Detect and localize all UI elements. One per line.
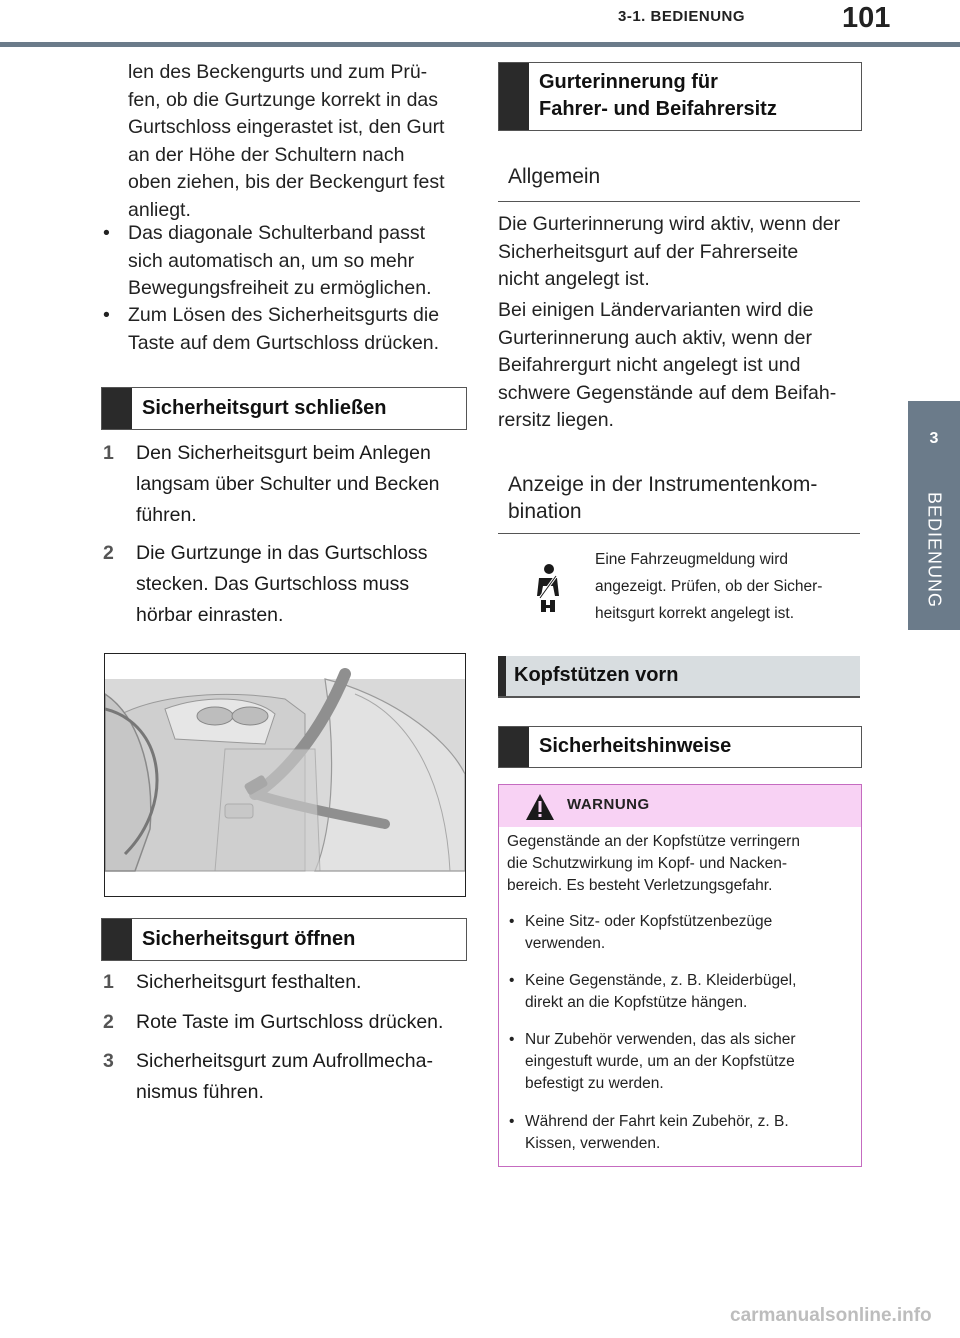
list-item [507,911,871,955]
text-line: sich automatisch an, um so mehr [128,249,415,272]
text-line: Zum Lösen des Sicherheitsgurts die [128,304,440,326]
text-line: nismus führen. [136,1081,264,1103]
section-title: Kopfstützen vorn [514,664,679,686]
watermark: carmanualsonline.info [730,1305,932,1326]
section-title-line: Gurterinnerung für [539,71,718,93]
text-line: direkt an die Kopfstütze hängen. [525,994,748,1011]
seatbelt-warning-icon [531,562,563,614]
text-line: rersitz liegen. [498,409,614,431]
text-line: Rote Taste im Gurtschloss drücken. [136,1011,444,1033]
general-paragraph-2 [498,297,860,435]
text-line: hörbar einrasten. [136,604,284,626]
text-line: Sicherheitsgurt auf der Fahrerseite [498,240,799,263]
step-item [103,967,463,998]
section-bar [499,63,529,130]
section-header-safety [498,726,862,768]
text-line: die Schutzwirkung im Kopf- und Nacken- [507,855,787,872]
text-line: nicht angelegt ist. [498,268,650,290]
section-title: Sicherheitshinweise [539,735,732,757]
section-header-headrests [498,656,860,698]
section-title: 3-1. BEDIENUNG [618,8,746,25]
text-line: an der Höhe der Schultern nach [128,143,405,166]
display-description [595,546,865,627]
subheading-rule [498,201,860,202]
subheading-line: bination [508,500,582,523]
text-line: fen, ob die Gurtzunge korrekt in das [128,88,439,111]
warning-title: WARNUNG [567,796,650,813]
list-item [507,1029,871,1095]
text-line: Das diagonale Schulterband passt [128,222,426,244]
text-line: stecken. Das Gurtschloss muss [136,573,410,595]
text-line: Gegenstände an der Kopfstütze verringern [507,833,800,850]
bullet-dot: • [509,913,515,930]
text-line: verwenden. [525,935,606,952]
section-header-close [101,387,467,430]
page-number: 101 [842,2,891,34]
text-line: Gurtschloss eingerastet ist, den Gurt [128,116,445,138]
list-item [103,220,488,303]
bullet-dot: • [509,1113,515,1130]
text-line: Die Gurterinnerung wird aktiv, wenn der [498,213,841,235]
step-number: 1 [103,971,114,993]
bullet-dot: • [509,972,515,989]
bullet-dot: • [103,304,110,326]
section-bar [499,727,529,767]
section-header-reminder [498,62,862,131]
step-number: 3 [103,1050,114,1072]
seatbelt-illustration [104,653,466,897]
section-title: Sicherheitsgurt öffnen [142,928,356,950]
text-line: len des Beckengurts und zum Prü- [128,61,428,83]
text-line: schwere Gegenstände auf dem Beifah- [498,381,837,404]
text-line: Bei einigen Ländervarianten wird die [498,299,814,321]
warning-header [499,785,861,827]
text-line: Keine Sitz- oder Kopfstützenbezüge [525,913,773,930]
car-interior-drawing [105,654,465,896]
text-line: Den Sicherheitsgurt beim Anlegen [136,442,431,464]
text-line: Die Gurtzunge in das Gurtschloss [136,542,428,564]
step-item [103,1046,463,1108]
text-line: Keine Gegenstände, z. B. Kleiderbügel, [525,972,797,989]
section-title-line: Fahrer- und Beifahrersitz [539,98,777,120]
subheading-display [508,471,817,525]
text-line: Kissen, verwenden. [525,1135,661,1152]
text-line: führen. [136,504,197,526]
text-line: Während der Fahrt kein Zubehör, z. B. [525,1113,789,1130]
list-item [103,302,488,357]
warning-intro [507,831,853,897]
section-bar [498,656,506,696]
text-line: Sicherheitsgurt festhalten. [136,971,362,993]
text-line: angezeigt. Prüfen, ob der Sicher- [595,578,823,595]
text-line: anliegt. [128,198,191,221]
bullet-dot: • [103,222,110,244]
general-paragraph-1 [498,211,860,294]
text-line: Gurterinnerung auch aktiv, wenn der [498,326,812,349]
text-line: Sicherheitsgurt zum Aufrollmecha- [136,1050,433,1072]
text-line: heitsgurt korrekt angelegt ist. [595,605,795,622]
step-number: 2 [103,1011,114,1033]
warning-box [498,784,862,1167]
text-line: langsam über Schulter und Becken [136,473,440,495]
step-number: 1 [103,442,114,464]
step-item [103,1007,463,1038]
bullet-dot: • [509,1031,515,1048]
section-bar [102,919,132,960]
chapter-label: BEDIENUNG [924,491,945,609]
step-item [103,438,463,531]
section-title: Sicherheitsgurt schließen [142,397,387,419]
text-line: Bewegungsfreiheit zu ermöglichen. [128,277,432,299]
intro-paragraph [128,59,468,224]
subheading-general: Allgemein [508,165,601,188]
text-line: eingestuft wurde, um an der Kopfstütze [525,1053,795,1070]
subheading-rule [498,533,860,534]
section-bar [102,388,132,429]
step-number: 2 [103,542,114,564]
text-line: Beifahrergurt nicht angelegt ist und [498,354,801,376]
step-item [103,538,463,631]
text-line: Eine Fahrzeugmeldung wird [595,551,788,568]
list-item [507,1111,871,1155]
section-header-open [101,918,467,961]
list-item [507,970,871,1014]
text-line: Nur Zubehör verwenden, das als sicher [525,1031,796,1048]
chapter-number: 3 [929,430,939,447]
subheading-line: Anzeige in der Instrumentenkom- [508,473,818,496]
text-line: Taste auf dem Gurtschloss drücken. [128,331,440,354]
header-rule [0,42,960,47]
text-line: befestigt zu werden. [525,1075,664,1092]
warning-triangle-icon [525,793,555,821]
text-line: oben ziehen, bis der Beckengurt fest [128,171,445,193]
text-line: bereich. Es besteht Verletzungsgefahr. [507,877,773,894]
